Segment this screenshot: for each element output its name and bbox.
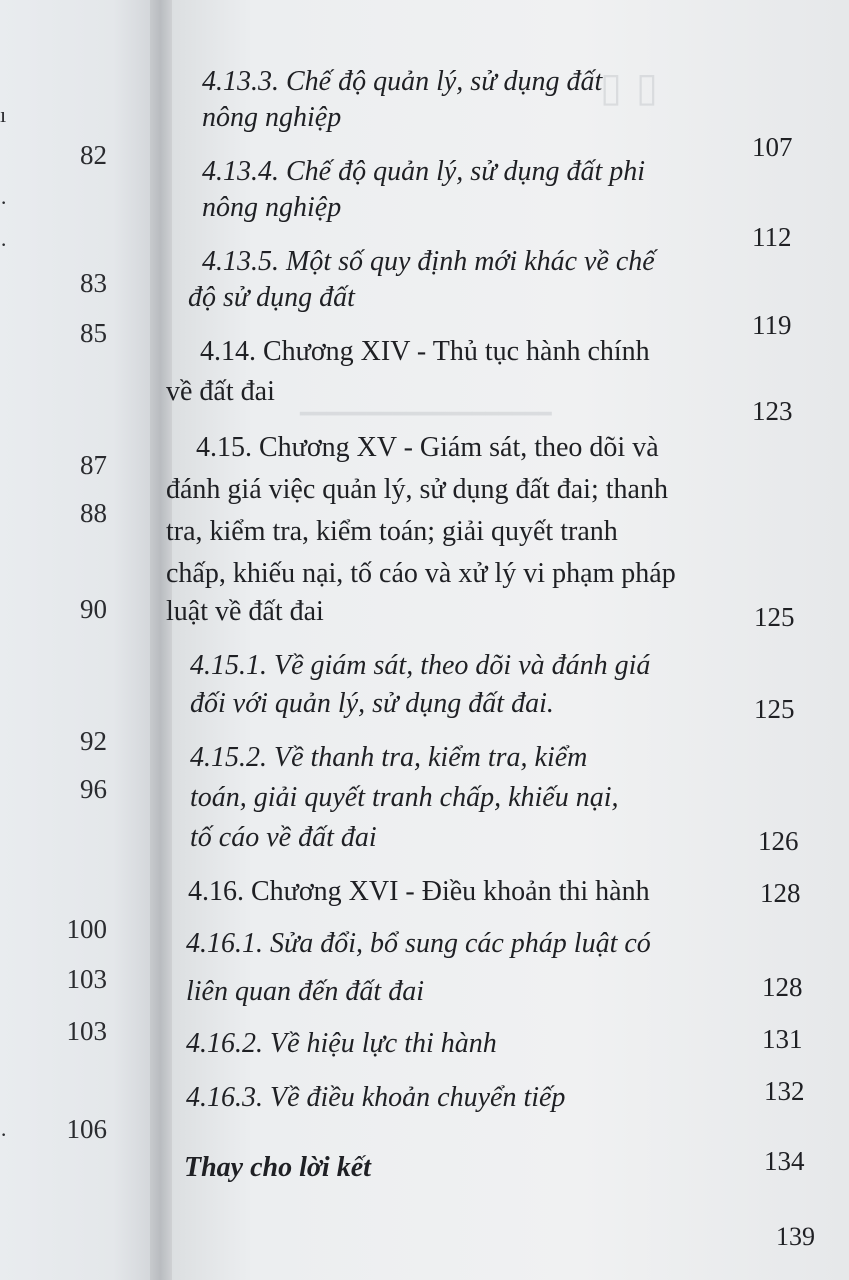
left-page-number: 103 [66,964,107,994]
toc-entry-line: 4.16.2. Về hiệu lực thi hành [186,1028,497,1059]
left-page-number: 92 [80,726,107,756]
toc-entry-line: 4.14. Chương XIV - Thủ tục hành chính [200,336,650,367]
show-through-text: ━━━━━━━━━━━━━━━━━━━ [300,400,552,425]
left-edge-fragment: · [0,1122,8,1147]
toc-entry-line: nông nghiệp [202,192,342,223]
toc-entry-line: tra, kiểm tra, kiểm toán; giải quyết tranh [166,516,618,547]
left-page-number: 85 [80,318,107,348]
left-page-number: 87 [80,450,107,480]
left-page-number: 96 [80,774,107,804]
toc-page-number: 134 [764,1146,805,1176]
toc-entry-line: độ sử dụng đất [188,282,355,313]
toc-page-number: 125 [754,602,795,632]
toc-entry-line: 4.13.5. Một số quy định mới khác về chế [202,246,655,277]
show-through-logo: ▯ ▯ [600,70,658,116]
toc-entry-line: 4.16.3. Về điều khoản chuyển tiếp [186,1082,566,1113]
toc-entry-line: chấp, khiếu nại, tố cáo và xử lý vi phạm pháp [166,558,676,589]
toc-page-number: 128 [762,972,803,1002]
left-edge-fragment: ı [0,102,7,127]
left-page-number: 106 [66,1114,107,1144]
toc-entry-line: toán, giải quyết tranh chấp, khiếu nại, [190,782,619,813]
toc-entry-line: liên quan đến đất đai [186,976,424,1007]
toc-entry-line: về đất đai [166,376,275,407]
toc-page-number: 126 [758,826,799,856]
left-page [0,0,162,1280]
toc-page-number: 131 [762,1024,803,1054]
left-page-number: 82 [80,140,107,170]
toc-entry-line: 4.13.4. Chế độ quản lý, sử dụng đất phi [202,156,646,187]
toc-page-number: 123 [752,396,793,426]
left-edge-fragment: · [0,190,8,215]
toc-page-number: 107 [752,132,793,162]
toc-entry-line: 4.15.1. Về giám sát, theo dõi và đánh giá [190,650,651,681]
toc-page-number: 125 [754,694,795,724]
toc-entry-line: nông nghiệp [202,102,342,133]
toc-entry-line: 4.15.2. Về thanh tra, kiểm tra, kiểm [190,742,588,773]
left-edge-fragment: · [0,232,8,257]
toc-page-number: 119 [752,310,792,340]
left-page-number: 88 [80,498,107,528]
toc-entry-line: 4.15. Chương XV - Giám sát, theo dõi và [196,432,659,463]
toc-entry-line: tố cáo về đất đai [190,822,377,853]
toc-entry-line: 4.16. Chương XVI - Điều khoản thi hành [188,876,650,907]
toc-page-number: 112 [752,222,792,252]
left-page-number: 90 [80,594,107,624]
toc-entry-line: 4.13.3. Chế độ quản lý, sử dụng đất [202,66,603,97]
left-page-number: 100 [66,914,107,944]
toc-entry-line: luật về đất đai [166,596,324,627]
toc-page-number: 128 [760,878,801,908]
toc-entry-line: đánh giá việc quản lý, sử dụng đất đai; thanh [166,474,668,505]
toc-page-number: 132 [764,1076,805,1106]
left-page-number: 103 [66,1016,107,1046]
left-page-number: 83 [80,268,107,298]
toc-entry-line: Thay cho lời kết [184,1152,371,1183]
page-folio: 139 [776,1222,815,1251]
toc-entry-line: đối với quản lý, sử dụng đất đai. [190,688,554,719]
toc-entry-line: 4.16.1. Sửa đổi, bổ sung các pháp luật có [186,928,651,959]
